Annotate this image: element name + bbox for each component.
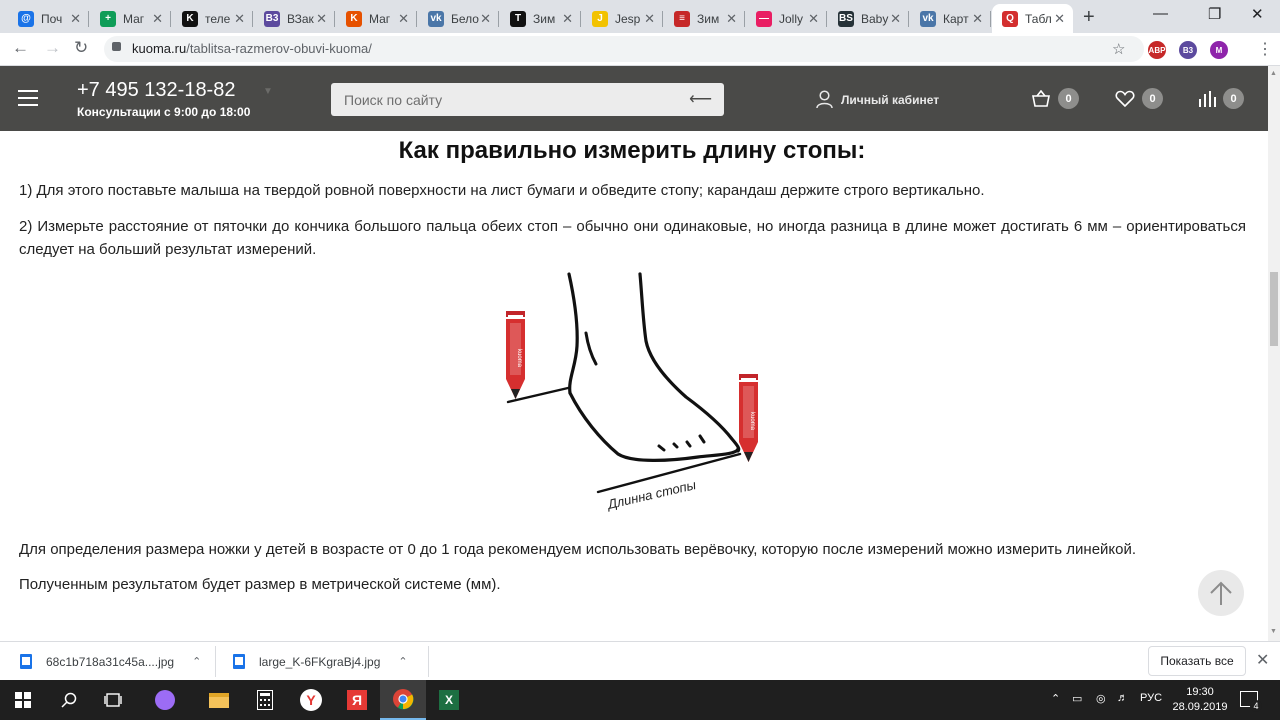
excel-icon: X	[439, 690, 459, 710]
browser-tab[interactable]	[500, 4, 581, 33]
tab-separator	[88, 11, 89, 27]
account-label: Личный кабинет	[841, 92, 940, 107]
search-taskbar-button[interactable]	[46, 680, 92, 720]
foot-length-label: Длинна стопы	[606, 477, 698, 512]
browser-tab[interactable]	[418, 4, 499, 33]
maximize-button[interactable]: ❐	[1208, 6, 1222, 23]
search-icon	[61, 692, 77, 708]
new-tab-button[interactable]: +	[1083, 6, 1095, 28]
calculator-icon	[257, 690, 273, 710]
tab-label: Маг	[123, 11, 145, 26]
phone-number[interactable]: +7 495 132-18-82	[77, 79, 236, 101]
favorites-button[interactable]	[1115, 88, 1163, 109]
phone-dropdown-icon[interactable]: ▼	[263, 86, 273, 97]
yandex-button[interactable]	[334, 680, 380, 720]
article-content	[0, 131, 1268, 641]
calculator-button[interactable]	[242, 680, 288, 720]
tab-label: Маг	[369, 11, 391, 26]
tab-close-icon[interactable]: ✕	[1054, 11, 1065, 26]
account-link[interactable]	[816, 90, 939, 109]
show-all-downloads-button[interactable]: Показать все	[1148, 646, 1246, 676]
divider	[428, 646, 429, 677]
browser-tab[interactable]	[172, 4, 253, 33]
tab-favicon-icon: —	[756, 11, 772, 27]
bookmark-star-icon[interactable]: ☆	[1112, 41, 1126, 58]
tab-separator	[580, 11, 581, 27]
tab-favicon-icon: +	[100, 11, 116, 27]
right-pencil-icon	[739, 374, 758, 462]
tab-label: Baby	[861, 11, 889, 26]
tab-separator	[416, 11, 417, 27]
tab-label: Бело	[451, 11, 479, 26]
divider	[215, 646, 216, 677]
favorites-count-badge: 0	[1142, 88, 1163, 109]
browser-tab[interactable]	[8, 4, 89, 33]
site-search-input[interactable]	[331, 83, 671, 116]
wifi-icon[interactable]: ◎	[1096, 693, 1106, 705]
alice-assistant-button[interactable]	[142, 680, 188, 720]
browser-tab[interactable]	[746, 4, 827, 33]
tab-label: Зим	[697, 11, 720, 26]
scroll-thumb[interactable]	[1270, 272, 1278, 346]
browser-tab[interactable]	[910, 4, 991, 33]
tab-close-icon[interactable]: ✕	[480, 11, 491, 26]
tab-label: Jolly	[779, 11, 804, 26]
profile-avatar[interactable]: M	[1210, 41, 1228, 59]
tab-favicon-icon: @	[18, 11, 34, 27]
browser-tab[interactable]	[992, 4, 1073, 33]
tab-close-icon[interactable]: ✕	[70, 11, 81, 26]
tab-favicon-icon: K	[182, 11, 198, 27]
start-button[interactable]	[0, 680, 46, 720]
heart-icon	[1115, 90, 1135, 108]
chrome-icon	[392, 688, 414, 710]
site-header	[0, 66, 1268, 131]
tab-close-icon[interactable]: ✕	[644, 11, 655, 26]
language-indicator[interactable]: РУС	[1140, 692, 1163, 704]
tab-separator	[826, 11, 827, 27]
tab-favicon-icon: vk	[428, 11, 444, 27]
tab-label: Jesp	[615, 11, 641, 26]
folder-icon	[209, 693, 229, 708]
task-view-icon	[104, 692, 122, 708]
clock-date: 28.09.2019	[1172, 701, 1228, 713]
windows-logo-icon	[15, 692, 31, 708]
scroll-to-top-button[interactable]	[1198, 570, 1244, 616]
alice-icon	[155, 690, 175, 710]
tab-close-icon[interactable]: ✕	[398, 11, 409, 26]
compare-button[interactable]	[1198, 88, 1244, 109]
show-hidden-icons-icon[interactable]: ⌃	[1051, 693, 1061, 705]
site-search	[331, 83, 724, 116]
browser-tab[interactable]	[828, 4, 909, 33]
svg-text:kuoma: kuoma	[749, 412, 755, 431]
tab-favicon-icon: K	[346, 11, 362, 27]
image-file-icon	[20, 654, 32, 669]
user-icon	[816, 90, 833, 109]
action-center-icon[interactable]	[1240, 691, 1259, 711]
tab-favicon-icon: J	[592, 11, 608, 27]
search-submit-icon[interactable]: ⟵	[689, 91, 712, 108]
tab-close-icon[interactable]: ✕	[808, 11, 819, 26]
compare-chart-icon	[1198, 90, 1216, 108]
tab-favicon-icon: B3	[264, 11, 280, 27]
vz-extension-icon[interactable]: B3	[1179, 41, 1197, 59]
file-explorer-button[interactable]	[196, 680, 242, 720]
cart-button[interactable]	[1031, 88, 1079, 109]
download-item[interactable]	[233, 642, 408, 681]
foot-measurement-illustration	[500, 271, 770, 516]
chrome-menu-icon[interactable]: ⋮	[1257, 41, 1273, 58]
result-note: Полученным результатом будет размер в метрической системе (мм).	[19, 576, 501, 593]
tab-favicon-icon: Q	[1002, 11, 1018, 27]
browser-tab[interactable]	[336, 4, 417, 33]
back-button[interactable]: ←	[12, 38, 29, 57]
arrow-up-icon	[1209, 580, 1233, 606]
page-scrollbar[interactable]	[1268, 66, 1280, 641]
tab-separator	[252, 11, 253, 27]
close-window-button[interactable]: ✕	[1251, 6, 1264, 23]
browser-toolbar	[0, 33, 1280, 66]
hamburger-menu-icon[interactable]	[18, 90, 38, 111]
yandex-browser-icon: Y	[300, 689, 322, 711]
scroll-up-arrow-icon[interactable]: ▲	[1270, 70, 1277, 77]
browser-tab[interactable]	[254, 4, 335, 33]
reload-button[interactable]: ↻	[74, 38, 89, 57]
tab-separator	[334, 11, 335, 27]
consultation-hours: Консультации с 9:00 до 18:00	[77, 105, 251, 119]
svg-text:kuoma: kuoma	[516, 349, 522, 368]
infant-measurement-note: Для определения размера ножки у детей в возрасте от 0 до 1 года рекомендуем использовать верёвочку, которую после измерений можно измерить линейкой.	[19, 541, 1137, 558]
url-text[interactable]: kuoma.ru/tablitsa-razmerov-obuvi-kuoma/	[132, 41, 372, 56]
tab-close-icon[interactable]: ✕	[234, 11, 245, 26]
browser-tab[interactable]	[664, 4, 745, 33]
tab-favicon-icon: BS	[838, 11, 854, 27]
tab-label: Табл	[1025, 11, 1052, 26]
tab-favicon-icon: vk	[920, 11, 936, 27]
tab-favicon-icon: ≡	[674, 11, 690, 27]
task-view-button[interactable]	[90, 680, 136, 720]
tab-label: Поч	[41, 11, 63, 26]
battery-icon[interactable]: ▭	[1072, 693, 1083, 705]
windows-taskbar	[0, 680, 1280, 720]
cart-count-badge: 0	[1058, 88, 1079, 109]
tab-label: ВЗак	[287, 11, 314, 26]
tab-label: теле	[205, 11, 231, 26]
tab-separator	[990, 11, 991, 27]
yandex-icon: Я	[347, 690, 367, 710]
instruction-step-2: 2) Измерьте расстояние от пяточки до кончика большого пальца обеих стоп – обычно они одинаковые, но иногда разница в длине может достигать 6 мм – ориентироваться следует на больший результат измерений.	[19, 218, 1246, 258]
tab-close-icon[interactable]: ✕	[726, 11, 737, 26]
tab-close-icon[interactable]: ✕	[562, 11, 573, 26]
yandex-browser-button[interactable]	[288, 680, 334, 720]
forward-button[interactable]: →	[44, 38, 61, 57]
volume-icon[interactable]: ♬	[1117, 692, 1128, 704]
download-filename: 68c1b718a31c45a....jpg	[46, 654, 175, 669]
adblock-icon[interactable]: ABP	[1148, 41, 1166, 59]
tab-separator	[744, 11, 745, 27]
browser-tab[interactable]	[582, 4, 663, 33]
cart-icon	[1031, 90, 1051, 108]
article-heading: Как правильно измерить длину стопы:	[398, 137, 866, 164]
download-filename: large_K-6FKgraBj4.jpg	[259, 654, 381, 669]
tab-favicon-icon: T	[510, 11, 526, 27]
clock-time: 19:30	[1186, 686, 1214, 698]
tab-close-icon[interactable]: ✕	[316, 11, 327, 26]
tab-separator	[170, 11, 171, 27]
tab-close-icon[interactable]: ✕	[152, 11, 163, 26]
left-pencil-icon	[506, 311, 525, 399]
excel-button[interactable]	[426, 680, 472, 720]
tab-separator	[908, 11, 909, 27]
tab-separator	[662, 11, 663, 27]
downloads-shelf	[0, 641, 1280, 680]
browser-tab[interactable]	[90, 4, 171, 33]
tab-label: Карт	[943, 11, 969, 26]
compare-count-badge: 0	[1223, 88, 1244, 109]
lock-icon	[112, 42, 121, 51]
chevron-up-icon[interactable]: ⌃	[192, 656, 202, 668]
chrome-taskbar-button[interactable]	[380, 680, 426, 720]
scroll-down-arrow-icon[interactable]: ▼	[1270, 628, 1277, 635]
close-downloads-icon[interactable]: ✕	[1256, 652, 1270, 669]
tab-close-icon[interactable]: ✕	[890, 11, 901, 26]
tab-close-icon[interactable]: ✕	[972, 11, 983, 26]
instruction-step-1: 1) Для этого поставьте малыша на твердой ровной поверхности на лист бумаги и обведите стопу; карандаш держите строго вертикально.	[19, 182, 985, 199]
tab-separator	[498, 11, 499, 27]
taskbar-clock[interactable]	[1172, 685, 1228, 715]
image-file-icon	[233, 654, 245, 669]
tab-label: Зим	[533, 11, 556, 26]
download-item[interactable]	[20, 642, 201, 681]
chevron-up-icon[interactable]: ⌃	[398, 656, 408, 668]
minimize-button[interactable]: —	[1153, 5, 1168, 22]
tab-strip	[0, 0, 1280, 33]
notification-count: 4	[1250, 700, 1262, 712]
